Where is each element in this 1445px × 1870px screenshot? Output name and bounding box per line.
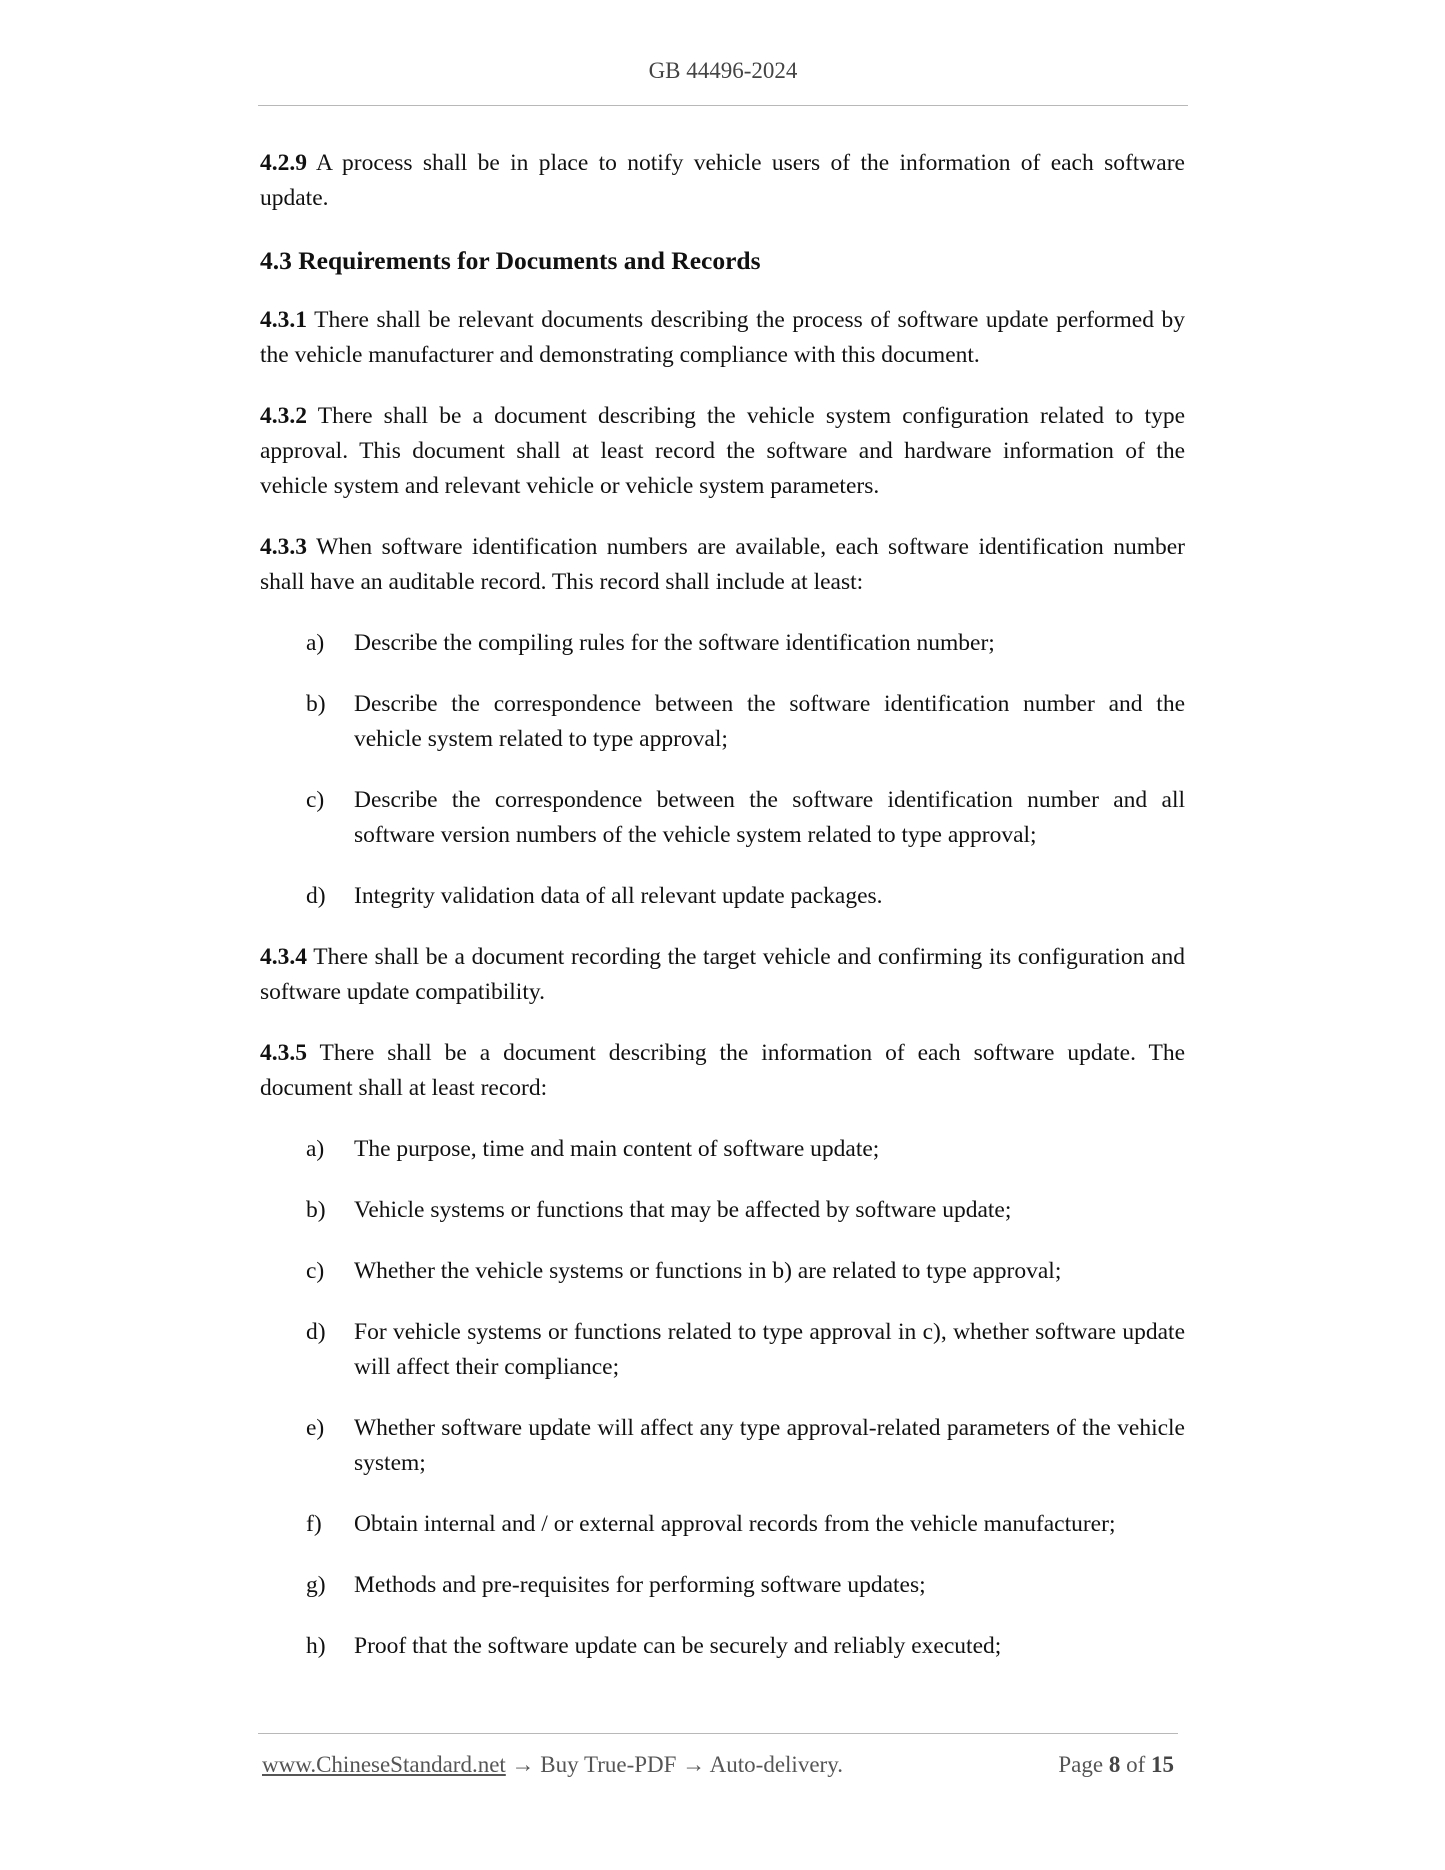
footer-promo xyxy=(262,1752,843,1778)
list-item xyxy=(260,1629,1185,1664)
list-item xyxy=(260,783,1185,853)
list-4-3-5 xyxy=(260,1132,1185,1664)
clause-text: When software identification numbers are available, each software identification number shall have an auditable record. This record shall include at least: xyxy=(260,534,1186,595)
list-item-text: Integrity validation data of all relevant update packages. xyxy=(354,883,883,909)
list-item-text: Proof that the software update can be securely and reliably executed; xyxy=(354,1633,1002,1659)
clause-number: 4.3.1 xyxy=(260,307,307,333)
clause-number: 4.3.4 xyxy=(260,944,307,970)
list-item-text: Describe the compiling rules for the software identification number; xyxy=(354,630,995,656)
list-marker: c) xyxy=(306,1258,325,1284)
clause-text: A process shall be in place to notify vehicle users of the information of each software update. xyxy=(260,150,1185,211)
clause-text: There shall be relevant documents describing the process of software update performed by the vehicle manufacturer and demonstrating compliance with this document. xyxy=(260,307,1185,368)
current-page-number: 8 xyxy=(1108,1752,1121,1777)
list-marker: g) xyxy=(306,1572,326,1598)
clause-text: There shall be a document recording the target vehicle and confirming its configuration and software update compatibility. xyxy=(260,944,1185,1005)
list-item xyxy=(260,1507,1185,1542)
list-item xyxy=(260,687,1185,757)
clause-4-2-9 xyxy=(260,146,1185,216)
clause-number: 4.3.5 xyxy=(260,1040,307,1066)
list-marker: f) xyxy=(306,1511,322,1537)
page-header xyxy=(258,58,1188,84)
of-label: of xyxy=(1126,1752,1146,1777)
list-item xyxy=(260,1193,1185,1228)
clause-text: There shall be a document describing the information of each software update. The document shall at least record: xyxy=(260,1040,1186,1101)
clause-text: There shall be a document describing the vehicle system configuration related to type approval. This document shall at least record the software and hardware information of the vehicle system and relevant vehicle or vehicle system parameters. xyxy=(260,403,1185,499)
auto-delivery-text: Auto-delivery. xyxy=(709,1752,843,1777)
standard-number: GB 44496-2024 xyxy=(648,58,798,83)
header-divider xyxy=(258,105,1188,106)
list-4-3-3 xyxy=(260,626,1185,914)
total-page-number: 15 xyxy=(1151,1752,1174,1777)
list-marker: c) xyxy=(306,787,325,813)
list-item-text: Whether software update will affect any type approval-related parameters of the vehicle system; xyxy=(354,1415,1185,1476)
clause-4-3-2 xyxy=(260,399,1185,504)
clause-number: 4.3.2 xyxy=(260,403,307,429)
clause-4-3-3 xyxy=(260,530,1185,600)
list-item xyxy=(260,1132,1185,1167)
footer-divider xyxy=(258,1733,1178,1734)
page-indicator xyxy=(1058,1752,1174,1778)
list-marker: e) xyxy=(306,1415,325,1441)
buy-true-pdf-text: Buy True-PDF xyxy=(540,1752,677,1777)
list-item-text: Obtain internal and / or external approval records from the vehicle manufacturer; xyxy=(354,1511,1116,1537)
arrow-right-icon: → xyxy=(511,1752,535,1777)
list-item-text: Whether the vehicle systems or functions in b) are related to type approval; xyxy=(354,1258,1062,1284)
list-marker: b) xyxy=(306,1197,326,1223)
list-item-text: The purpose, time and main content of software update; xyxy=(354,1136,880,1162)
list-item xyxy=(260,1315,1185,1385)
chinesestandard-link[interactable]: www.ChineseStandard.net xyxy=(262,1752,506,1777)
clause-4-3-5 xyxy=(260,1036,1185,1106)
list-marker: h) xyxy=(306,1633,326,1659)
arrow-right-icon: → xyxy=(682,1752,706,1777)
clause-4-3-4 xyxy=(260,940,1185,1010)
clause-number: 4.3.3 xyxy=(260,534,307,560)
list-item xyxy=(260,1254,1185,1289)
list-item-text: Describe the correspondence between the software identification number and all software version numbers of the vehicle system related to type approval; xyxy=(354,787,1185,848)
list-item xyxy=(260,879,1185,914)
list-item xyxy=(260,1568,1185,1603)
list-marker: a) xyxy=(306,630,325,656)
clause-number: 4.2.9 xyxy=(260,150,307,176)
list-item-text: Vehicle systems or functions that may be affected by software update; xyxy=(354,1197,1012,1223)
list-marker: d) xyxy=(306,883,326,909)
clause-4-3-1 xyxy=(260,303,1185,373)
list-marker: a) xyxy=(306,1136,325,1162)
list-item xyxy=(260,1411,1185,1481)
list-item-text: Methods and pre-requisites for performing software updates; xyxy=(354,1572,926,1598)
section-heading-4-3: 4.3 Requirements for Documents and Records xyxy=(260,246,761,275)
document-body xyxy=(260,146,1185,1690)
list-item xyxy=(260,626,1185,661)
list-marker: b) xyxy=(306,691,326,717)
page-label: Page xyxy=(1058,1752,1104,1777)
list-marker: d) xyxy=(306,1319,326,1345)
list-item-text: Describe the correspondence between the software identification number and the vehicle system related to type approval; xyxy=(354,691,1185,752)
list-item-text: For vehicle systems or functions related to type approval in c), whether software update will affect their compliance; xyxy=(354,1319,1185,1380)
